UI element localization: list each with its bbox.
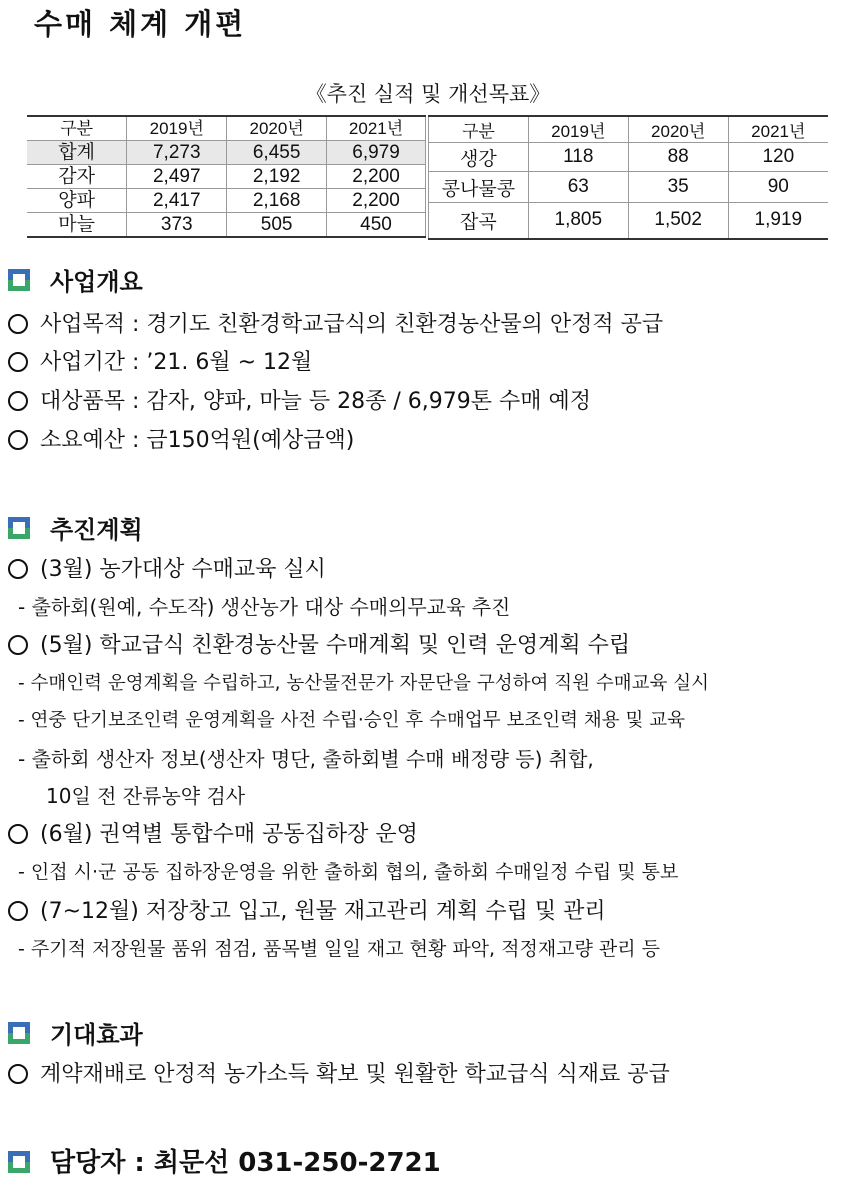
- table-cell: 88: [628, 143, 728, 172]
- table-cell: 합계: [27, 141, 127, 165]
- bullet-text: (7~12월) 저장창고 입고, 원물 재고관리 계획 수립 및 관리: [40, 899, 606, 924]
- circle-bullet-icon: [8, 314, 28, 334]
- bullet-item: [8, 1057, 670, 1088]
- circle-bullet-icon: [8, 824, 28, 844]
- table-cell: 2,497: [127, 165, 227, 189]
- table-row: [429, 143, 829, 172]
- table-cell: 콩나물콩: [429, 172, 529, 203]
- section-title: 추진계획: [50, 516, 143, 544]
- table-cell: 373: [127, 213, 227, 238]
- table-row: [27, 213, 426, 238]
- table-cell: 63: [528, 172, 628, 203]
- table-cell: 6,455: [227, 141, 327, 165]
- table-cell: 2,192: [227, 165, 327, 189]
- table-header-row: [27, 116, 426, 141]
- bullet-item: [8, 552, 326, 583]
- table-row: [429, 172, 829, 203]
- table-cell: 118: [528, 143, 628, 172]
- sub-item: - 출하회 생산자 정보(생산자 명단, 출하회별 수매 배정량 등) 취합,: [18, 747, 594, 771]
- table-row: [429, 203, 829, 239]
- table-header-cell: 2019년: [528, 116, 628, 143]
- section-square-icon: [8, 517, 30, 539]
- table-header-row: [429, 116, 829, 143]
- table-caption: 《추진 실적 및 개선목표》: [305, 82, 551, 106]
- table-cell: 2,200: [327, 165, 426, 189]
- table-header-cell: 2019년: [127, 116, 227, 141]
- circle-bullet-icon: [8, 430, 28, 450]
- table-header-cell: 구분: [27, 116, 127, 141]
- section-title: 사업개요: [50, 268, 143, 296]
- page-title: 수매 체계 개편: [34, 7, 247, 41]
- table-cell: 마늘: [27, 213, 127, 238]
- table-cell: 7,273: [127, 141, 227, 165]
- table-header-cell: 2021년: [327, 116, 426, 141]
- circle-bullet-icon: [8, 352, 28, 372]
- bullet-text: 소요예산 : 금150억원(예상금액): [40, 428, 355, 453]
- sub-item: - 인접 시·군 공동 집하장운영을 위한 출하회 협의, 출하회 수매일정 수립 및 통보: [18, 861, 679, 883]
- sub-item: - 주기적 저장원물 품위 점검, 품목별 일일 재고 현황 파악, 적정재고량 관리 등: [18, 938, 661, 960]
- results-table-left: [27, 115, 426, 238]
- circle-bullet-icon: [8, 391, 28, 411]
- contact-text: 담당자 : 최문선 031-250-2721: [50, 1148, 441, 1178]
- circle-bullet-icon: [8, 1064, 28, 1084]
- section-square-icon: [8, 1150, 30, 1172]
- section-square-icon: [8, 1022, 30, 1044]
- table-cell: 2,417: [127, 189, 227, 213]
- table-cell: 1,805: [528, 203, 628, 239]
- results-table-right: [428, 115, 828, 240]
- bullet-text: (5월) 학교급식 친환경농산물 수매계획 및 인력 운영계획 수립: [40, 633, 631, 658]
- table-header-cell: 2020년: [227, 116, 327, 141]
- table-row: [27, 165, 426, 189]
- circle-bullet-icon: [8, 635, 28, 655]
- table-cell: 잡곡: [429, 203, 529, 239]
- section-heading-overview: [8, 262, 143, 297]
- bullet-item: [8, 817, 418, 848]
- bullet-item: [8, 423, 354, 454]
- bullet-text: 사업목적 : 경기도 친환경학교급식의 친환경농산물의 안정적 공급: [40, 312, 664, 337]
- bullet-item: [8, 345, 312, 376]
- table-cell: 생강: [429, 143, 529, 172]
- table-cell: 450: [327, 213, 426, 238]
- section-heading-contact: [8, 1142, 441, 1179]
- section-heading-plan: [8, 510, 143, 545]
- bullet-text: (3월) 농가대상 수매교육 실시: [40, 557, 326, 582]
- table-header-cell: 2020년: [628, 116, 728, 143]
- table-row: [27, 141, 426, 165]
- section-heading-effect: [8, 1015, 143, 1050]
- table-cell: 90: [728, 172, 828, 203]
- table-header-cell: 구분: [429, 116, 529, 143]
- circle-bullet-icon: [8, 901, 28, 921]
- bullet-text: 대상품목 : 감자, 양파, 마늘 등 28종 / 6,979톤 수매 예정: [40, 389, 592, 414]
- section-title: 기대효과: [50, 1021, 143, 1049]
- table-cell: 1,502: [628, 203, 728, 239]
- table-row: [27, 189, 426, 213]
- sub-item: - 연중 단기보조인력 운영계획을 사전 수립·승인 후 수매업무 보조인력 채용 및 교육: [18, 710, 685, 731]
- table-cell: 6,979: [327, 141, 426, 165]
- section-square-icon: [8, 269, 30, 291]
- bullet-item: [8, 307, 663, 338]
- table-header-cell: 2021년: [728, 116, 828, 143]
- sub-item-continuation: 10일 전 잔류농약 검사: [46, 784, 246, 808]
- bullet-text: 계약재배로 안정적 농가소득 확보 및 원활한 학교급식 식재료 공급: [40, 1062, 670, 1087]
- circle-bullet-icon: [8, 559, 28, 579]
- table-cell: 2,168: [227, 189, 327, 213]
- bullet-item: [8, 894, 606, 925]
- table-cell: 505: [227, 213, 327, 238]
- table-cell: 1,919: [728, 203, 828, 239]
- sub-item: - 수매인력 운영계획을 수립하고, 농산물전문가 자문단을 구성하여 직원 수매교육 실시: [18, 673, 709, 694]
- table-cell: 감자: [27, 165, 127, 189]
- table-cell: 35: [628, 172, 728, 203]
- table-cell: 2,200: [327, 189, 426, 213]
- table-cell: 양파: [27, 189, 127, 213]
- table-cell: 120: [728, 143, 828, 172]
- bullet-text: (6월) 권역별 통합수매 공동집하장 운영: [40, 822, 418, 847]
- bullet-text: 사업기간 : ’21. 6월 ~ 12월: [40, 350, 313, 375]
- bullet-item: [8, 628, 630, 659]
- sub-item: - 출하회(원예, 수도작) 생산농가 대상 수매의무교육 추진: [18, 595, 511, 619]
- bullet-item: [8, 384, 591, 415]
